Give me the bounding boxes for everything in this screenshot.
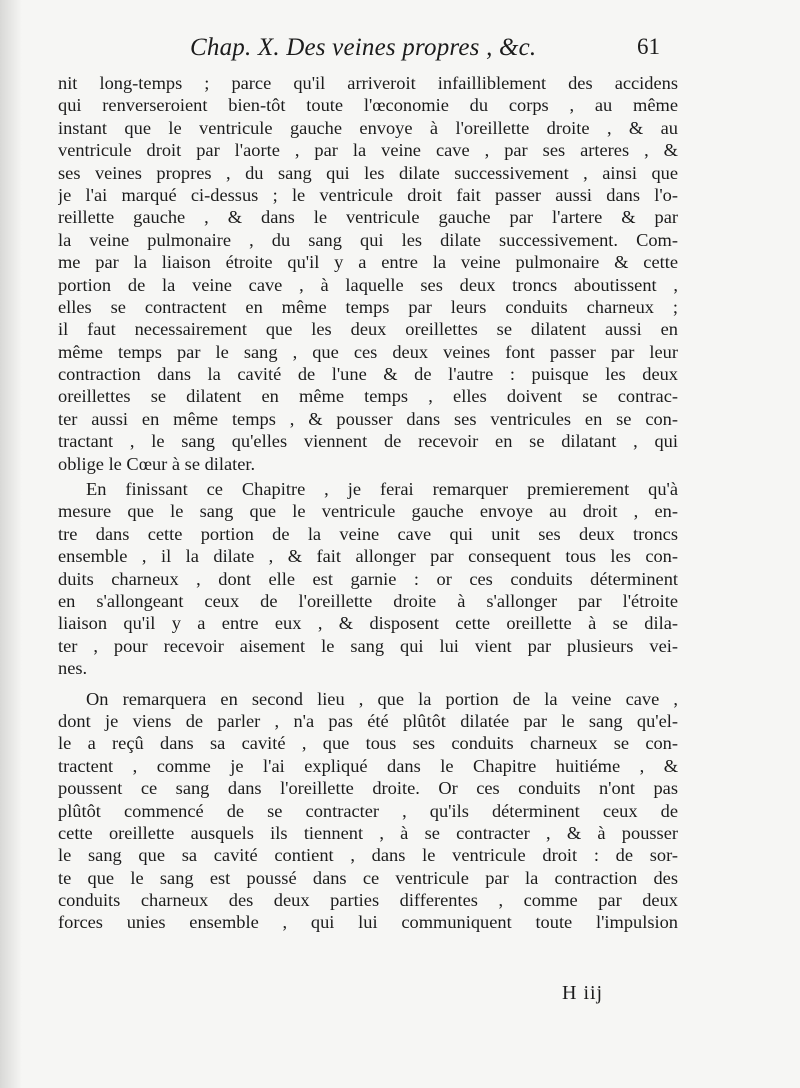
- text-line: oreillettes se dilatent en même temps , elles doivent se contrac-: [58, 386, 678, 407]
- text-line: ter aussi en même temps , & pousser dans ses ventricules en se con-: [58, 408, 678, 429]
- text-line: tractant , le sang qu'elles viennent de recevoir en se dilatant , qui: [58, 431, 678, 452]
- text-line: ventricule droit par l'aorte , par la veine cave , par ses arteres , &: [58, 140, 678, 161]
- text-line: le a reçû dans sa cavité , que tous ses conduits charneux se con-: [58, 733, 678, 754]
- text-line: le sang que sa cavité contient , dans le ventricule droit : de sor-: [58, 845, 678, 866]
- running-head: [190, 34, 660, 66]
- text-line: cette oreillette ausquels ils tiennent , à se contracter , & à pousser: [58, 822, 678, 843]
- text-line: ter , pour recevoir aisement le sang qui lui vient par plusieurs vei-: [58, 635, 678, 656]
- text-line: contraction dans la cavité de l'une & de l'autre : puisque les deux: [58, 364, 678, 385]
- gutter-shadow: [0, 0, 22, 1088]
- text-line: la veine pulmonaire , du sang qui les dilate successivement. Com-: [58, 229, 678, 250]
- paragraph-1: [58, 72, 678, 475]
- text-line: qui renverseroient bien-tôt toute l'œconomie du corps , au même: [58, 95, 678, 116]
- text-line: forces unies ensemble , qui lui communiquent toute l'impulsion: [58, 912, 678, 933]
- text-line: oblige le Cœur à se dilater.: [58, 453, 256, 474]
- running-title: Chap. X. Des veines propres , &c.: [190, 34, 537, 61]
- text-line: en s'allongeant ceux de l'oreillette droite à s'allonger par l'étroite: [58, 590, 678, 611]
- text-line: ses veines propres , du sang qui les dilate successivement , ainsi que: [58, 162, 678, 183]
- text-line: dont je viens de parler , n'a pas été plûtôt dilatée par le sang qu'el-: [58, 710, 678, 731]
- text-line: me par la liaison étroite qu'il y a entre la veine pulmonaire & cette: [58, 252, 678, 273]
- text-line: reillette gauche , & dans le ventricule gauche par l'artere & par: [58, 207, 678, 228]
- text-line: liaison qu'il y a entre eux , & disposent cette oreillette à se dila-: [58, 613, 678, 634]
- body-text: [58, 72, 678, 934]
- text-line: instant que le ventricule gauche envoye à l'oreillette droite , & au: [58, 117, 678, 138]
- text-line: On remarquera en second lieu , que la portion de la veine cave ,: [86, 688, 678, 709]
- paragraph-3: [58, 688, 678, 934]
- text-line: tractent , comme je l'ai expliqué dans le Chapitre huitiéme , &: [58, 755, 678, 776]
- text-line: conduits charneux des deux parties differentes , comme par deux: [58, 890, 678, 911]
- page-number: 61: [637, 34, 660, 59]
- text-line: plûtôt commencé de se contracter , qu'ils déterminent ceux de: [58, 800, 678, 821]
- text-line: même temps par le sang , que ces deux veines font passer par leur: [58, 341, 678, 362]
- text-line: je l'ai marqué ci-dessus ; le ventricule droit fait passer aussi dans l'o-: [58, 184, 678, 205]
- text-line: mesure que le sang que le ventricule gauche envoye au droit , en-: [58, 501, 678, 522]
- text-line: nit long-temps ; parce qu'il arriveroit infailliblement des accidens: [58, 73, 678, 93]
- signature-mark: H iij: [562, 982, 604, 1004]
- text-line: elles se contractent en même temps par leurs conduits charneux ;: [58, 296, 678, 317]
- text-line: ensemble , il la dilate , & fait allonger par consequent tous les con-: [58, 546, 678, 567]
- text-line: nes.: [58, 658, 88, 679]
- paragraph-2: [58, 478, 678, 680]
- text-line: il faut necessairement que les deux oreillettes se dilatent aussi en: [58, 319, 678, 340]
- text-line: duits charneux , dont elle est garnie : or ces conduits déterminent: [58, 568, 678, 589]
- text-line: En finissant ce Chapitre , je ferai remarquer premierement qu'à: [86, 479, 678, 500]
- text-line: poussent ce sang dans l'oreillette droite. Or ces conduits n'ont pas: [58, 778, 678, 799]
- text-line: portion de la veine cave , à laquelle ses deux troncs aboutissent ,: [58, 274, 678, 295]
- text-line: tre dans cette portion de la veine cave qui unit ses deux troncs: [58, 523, 678, 544]
- text-line: te que le sang est poussé dans ce ventricule par la contraction des: [58, 867, 678, 888]
